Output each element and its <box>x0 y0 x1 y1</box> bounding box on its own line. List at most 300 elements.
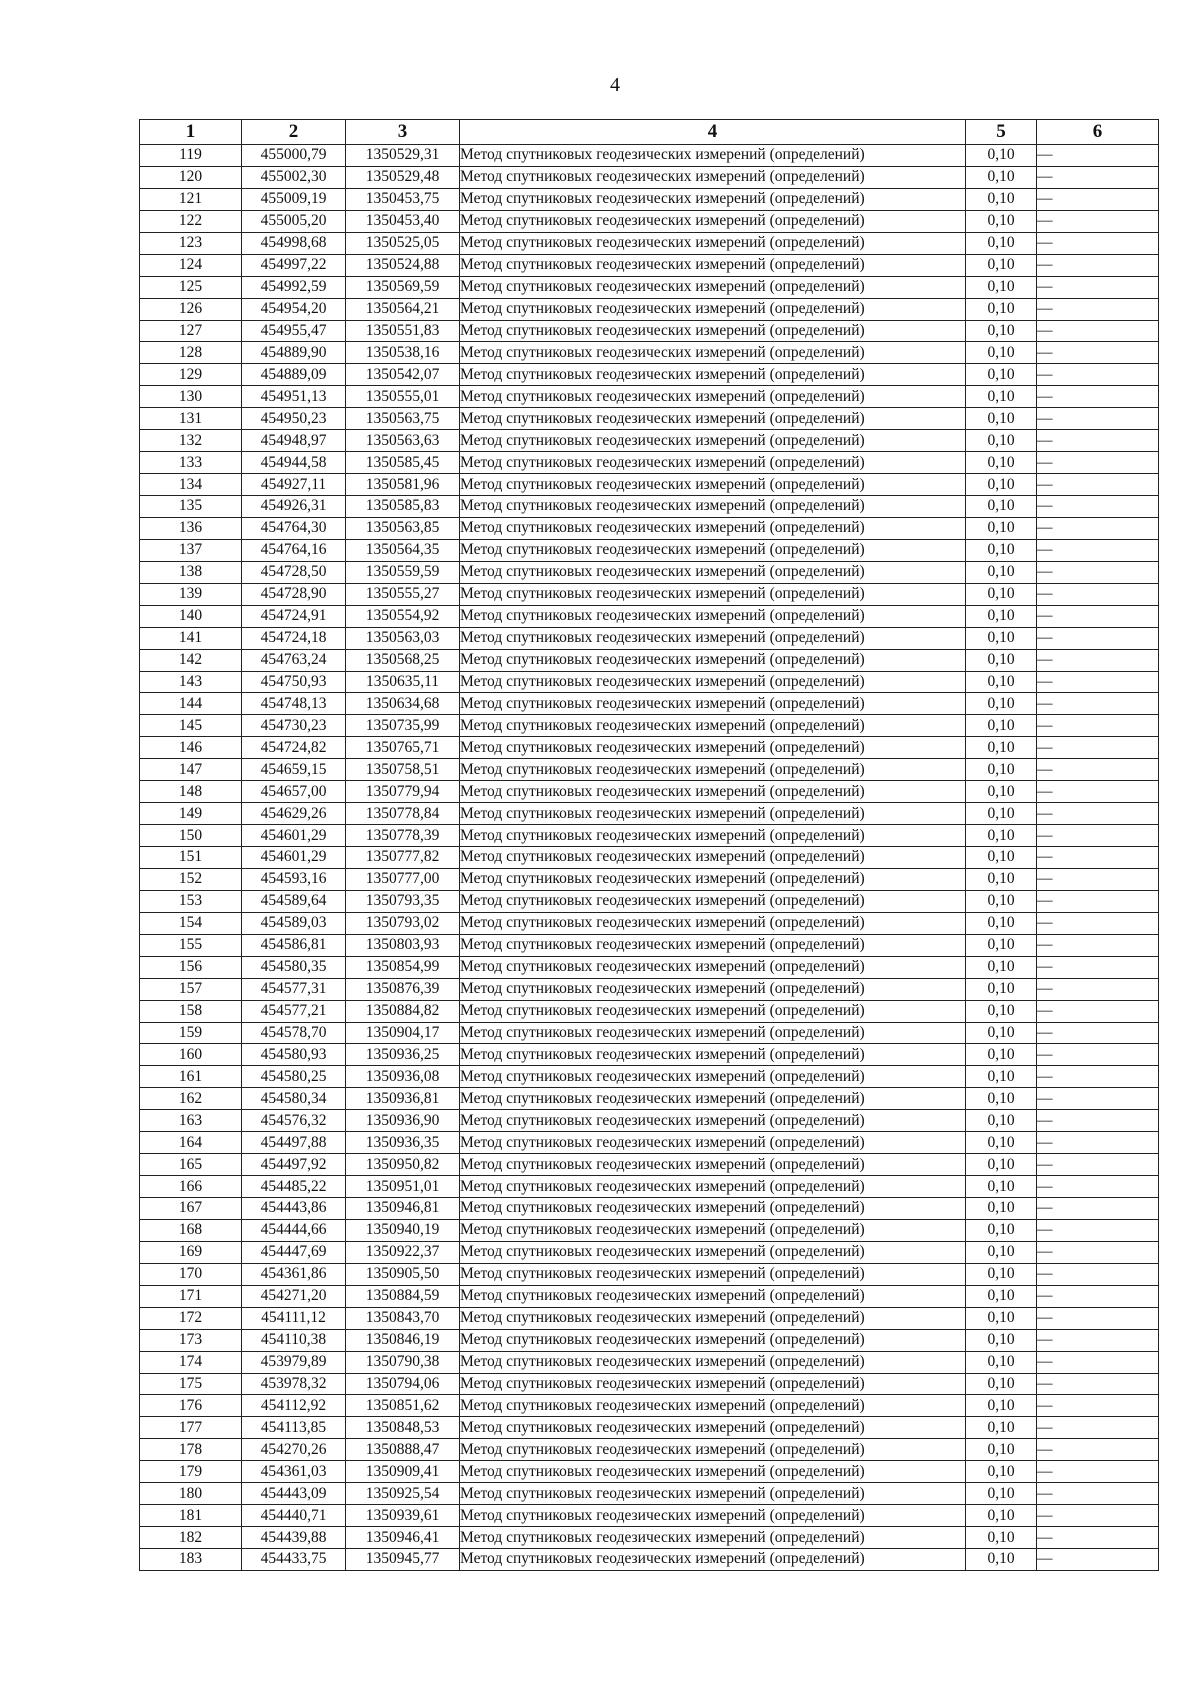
method-cell: Метод спутниковых геодезических измерений (определений) <box>460 1373 966 1395</box>
table-row <box>140 759 1159 781</box>
description-cell: — <box>1037 956 1159 978</box>
point-number-cell: 127 <box>140 320 242 342</box>
y-coordinate-cell: 1350946,41 <box>346 1527 460 1549</box>
point-number-cell: 132 <box>140 430 242 452</box>
y-coordinate-cell: 1350884,59 <box>346 1285 460 1307</box>
description-cell: — <box>1037 1110 1159 1132</box>
table-row <box>140 1044 1159 1066</box>
table-row <box>140 1088 1159 1110</box>
method-cell: Метод спутниковых геодезических измерений (определений) <box>460 254 966 276</box>
accuracy-cell: 0,10 <box>966 408 1037 430</box>
point-number-cell: 139 <box>140 583 242 605</box>
table-row <box>140 210 1159 232</box>
method-cell: Метод спутниковых геодезических измерений (определений) <box>460 890 966 912</box>
table-row <box>140 517 1159 539</box>
table-row <box>140 166 1159 188</box>
accuracy-cell: 0,10 <box>966 737 1037 759</box>
accuracy-cell: 0,10 <box>966 1285 1037 1307</box>
x-coordinate-cell: 454950,23 <box>242 408 346 430</box>
accuracy-cell: 0,10 <box>966 430 1037 452</box>
method-cell: Метод спутниковых геодезических измерений (определений) <box>460 210 966 232</box>
table-row <box>140 1527 1159 1549</box>
accuracy-cell: 0,10 <box>966 868 1037 890</box>
point-number-cell: 162 <box>140 1088 242 1110</box>
method-cell: Метод спутниковых геодезических измерений (определений) <box>460 1461 966 1483</box>
accuracy-cell: 0,10 <box>966 1088 1037 1110</box>
y-coordinate-cell: 1350945,77 <box>346 1549 460 1571</box>
description-cell: — <box>1037 1527 1159 1549</box>
table-row <box>140 605 1159 627</box>
x-coordinate-cell: 454724,18 <box>242 627 346 649</box>
accuracy-cell: 0,10 <box>966 1132 1037 1154</box>
point-number-cell: 175 <box>140 1373 242 1395</box>
accuracy-cell: 0,10 <box>966 1417 1037 1439</box>
point-number-cell: 133 <box>140 452 242 474</box>
method-cell: Метод спутниковых геодезических измерений (определений) <box>460 1241 966 1263</box>
y-coordinate-cell: 1350936,81 <box>346 1088 460 1110</box>
method-cell: Метод спутниковых геодезических измерений (определений) <box>460 1219 966 1241</box>
method-cell: Метод спутниковых геодезических измерений (определений) <box>460 408 966 430</box>
table-body <box>140 145 1159 1571</box>
description-cell: — <box>1037 1351 1159 1373</box>
description-cell: — <box>1037 386 1159 408</box>
method-cell: Метод спутниковых геодезических измерений (определений) <box>460 1263 966 1285</box>
x-coordinate-cell: 454728,90 <box>242 583 346 605</box>
method-cell: Метод спутниковых геодезических измерений (определений) <box>460 188 966 210</box>
x-coordinate-cell: 454110,38 <box>242 1329 346 1351</box>
y-coordinate-cell: 1350563,85 <box>346 517 460 539</box>
method-cell: Метод спутниковых геодезических измерений (определений) <box>460 1285 966 1307</box>
table-row <box>140 254 1159 276</box>
method-cell: Метод спутниковых геодезических измерений (определений) <box>460 1439 966 1461</box>
method-cell: Метод спутниковых геодезических измерений (определений) <box>460 1044 966 1066</box>
table-row <box>140 1549 1159 1571</box>
point-number-cell: 129 <box>140 364 242 386</box>
method-cell: Метод спутниковых геодезических измерений (определений) <box>460 1307 966 1329</box>
point-number-cell: 146 <box>140 737 242 759</box>
description-cell: — <box>1037 145 1159 167</box>
point-number-cell: 155 <box>140 934 242 956</box>
description-cell: — <box>1037 561 1159 583</box>
method-cell: Метод спутниковых геодезических измерений (определений) <box>460 517 966 539</box>
header-col-4: 4 <box>460 120 966 145</box>
accuracy-cell: 0,10 <box>966 1066 1037 1088</box>
accuracy-cell: 0,10 <box>966 145 1037 167</box>
description-cell: — <box>1037 1132 1159 1154</box>
accuracy-cell: 0,10 <box>966 188 1037 210</box>
table-row <box>140 627 1159 649</box>
table-row <box>140 1176 1159 1198</box>
method-cell: Метод спутниковых геодезических измерений (определений) <box>460 145 966 167</box>
description-cell: — <box>1037 408 1159 430</box>
y-coordinate-cell: 1350635,11 <box>346 671 460 693</box>
description-cell: — <box>1037 1154 1159 1176</box>
point-number-cell: 135 <box>140 496 242 518</box>
accuracy-cell: 0,10 <box>966 298 1037 320</box>
y-coordinate-cell: 1350529,31 <box>346 145 460 167</box>
description-cell: — <box>1037 1373 1159 1395</box>
y-coordinate-cell: 1350778,84 <box>346 803 460 825</box>
table-row <box>140 561 1159 583</box>
y-coordinate-cell: 1350555,27 <box>346 583 460 605</box>
accuracy-cell: 0,10 <box>966 1307 1037 1329</box>
accuracy-cell: 0,10 <box>966 1263 1037 1285</box>
point-number-cell: 177 <box>140 1417 242 1439</box>
point-number-cell: 153 <box>140 890 242 912</box>
method-cell: Метод спутниковых геодезических измерений (определений) <box>460 956 966 978</box>
x-coordinate-cell: 454944,58 <box>242 452 346 474</box>
x-coordinate-cell: 454998,68 <box>242 232 346 254</box>
description-cell: — <box>1037 517 1159 539</box>
point-number-cell: 178 <box>140 1439 242 1461</box>
point-number-cell: 161 <box>140 1066 242 1088</box>
point-number-cell: 126 <box>140 298 242 320</box>
coordinates-table <box>139 119 1159 1571</box>
x-coordinate-cell: 454724,82 <box>242 737 346 759</box>
method-cell: Метод спутниковых геодезических измерений (определений) <box>460 803 966 825</box>
description-cell: — <box>1037 825 1159 847</box>
x-coordinate-cell: 454443,09 <box>242 1483 346 1505</box>
point-number-cell: 123 <box>140 232 242 254</box>
table-row <box>140 693 1159 715</box>
accuracy-cell: 0,10 <box>966 1000 1037 1022</box>
accuracy-cell: 0,10 <box>966 759 1037 781</box>
table-row <box>140 1110 1159 1132</box>
x-coordinate-cell: 454951,13 <box>242 386 346 408</box>
x-coordinate-cell: 454992,59 <box>242 276 346 298</box>
description-cell: — <box>1037 539 1159 561</box>
point-number-cell: 148 <box>140 781 242 803</box>
y-coordinate-cell: 1350940,19 <box>346 1219 460 1241</box>
y-coordinate-cell: 1350568,25 <box>346 649 460 671</box>
x-coordinate-cell: 454112,92 <box>242 1395 346 1417</box>
y-coordinate-cell: 1350922,37 <box>346 1241 460 1263</box>
y-coordinate-cell: 1350939,61 <box>346 1505 460 1527</box>
y-coordinate-cell: 1350634,68 <box>346 693 460 715</box>
y-coordinate-cell: 1350525,05 <box>346 232 460 254</box>
table-row <box>140 430 1159 452</box>
table-row <box>140 1505 1159 1527</box>
description-cell: — <box>1037 298 1159 320</box>
x-coordinate-cell: 454724,91 <box>242 605 346 627</box>
table-row <box>140 1351 1159 1373</box>
y-coordinate-cell: 1350790,38 <box>346 1351 460 1373</box>
x-coordinate-cell: 454728,50 <box>242 561 346 583</box>
description-cell: — <box>1037 1461 1159 1483</box>
table-row <box>140 276 1159 298</box>
table-row <box>140 1285 1159 1307</box>
x-coordinate-cell: 454748,13 <box>242 693 346 715</box>
header-col-1: 1 <box>140 120 242 145</box>
accuracy-cell: 0,10 <box>966 276 1037 298</box>
method-cell: Метод спутниковых геодезических измерений (определений) <box>460 539 966 561</box>
description-cell: — <box>1037 1439 1159 1461</box>
point-number-cell: 120 <box>140 166 242 188</box>
table-row <box>140 1066 1159 1088</box>
description-cell: — <box>1037 583 1159 605</box>
accuracy-cell: 0,10 <box>966 1022 1037 1044</box>
x-coordinate-cell: 454730,23 <box>242 715 346 737</box>
table-row <box>140 956 1159 978</box>
description-cell: — <box>1037 912 1159 934</box>
point-number-cell: 122 <box>140 210 242 232</box>
x-coordinate-cell: 454955,47 <box>242 320 346 342</box>
accuracy-cell: 0,10 <box>966 1198 1037 1220</box>
table-row <box>140 781 1159 803</box>
description-cell: — <box>1037 320 1159 342</box>
description-cell: — <box>1037 1044 1159 1066</box>
point-number-cell: 142 <box>140 649 242 671</box>
accuracy-cell: 0,10 <box>966 517 1037 539</box>
accuracy-cell: 0,10 <box>966 496 1037 518</box>
method-cell: Метод спутниковых геодезических измерений (определений) <box>460 430 966 452</box>
method-cell: Метод спутниковых геодезических измерений (определений) <box>460 1066 966 1088</box>
x-coordinate-cell: 454578,70 <box>242 1022 346 1044</box>
x-coordinate-cell: 454750,93 <box>242 671 346 693</box>
table-row <box>140 1022 1159 1044</box>
point-number-cell: 171 <box>140 1285 242 1307</box>
y-coordinate-cell: 1350585,45 <box>346 452 460 474</box>
y-coordinate-cell: 1350793,02 <box>346 912 460 934</box>
accuracy-cell: 0,10 <box>966 342 1037 364</box>
x-coordinate-cell: 454485,22 <box>242 1176 346 1198</box>
x-coordinate-cell: 454889,90 <box>242 342 346 364</box>
description-cell: — <box>1037 342 1159 364</box>
point-number-cell: 154 <box>140 912 242 934</box>
table-row <box>140 1417 1159 1439</box>
accuracy-cell: 0,10 <box>966 1549 1037 1571</box>
description-cell: — <box>1037 759 1159 781</box>
x-coordinate-cell: 454270,26 <box>242 1439 346 1461</box>
y-coordinate-cell: 1350551,83 <box>346 320 460 342</box>
point-number-cell: 128 <box>140 342 242 364</box>
method-cell: Метод спутниковых геодезических измерений (определений) <box>460 386 966 408</box>
y-coordinate-cell: 1350905,50 <box>346 1263 460 1285</box>
x-coordinate-cell: 454497,88 <box>242 1132 346 1154</box>
point-number-cell: 119 <box>140 145 242 167</box>
table-row <box>140 671 1159 693</box>
table-row <box>140 188 1159 210</box>
y-coordinate-cell: 1350803,93 <box>346 934 460 956</box>
point-number-cell: 144 <box>140 693 242 715</box>
description-cell: — <box>1037 627 1159 649</box>
table-row <box>140 408 1159 430</box>
accuracy-cell: 0,10 <box>966 693 1037 715</box>
accuracy-cell: 0,10 <box>966 1176 1037 1198</box>
description-cell: — <box>1037 1000 1159 1022</box>
description-cell: — <box>1037 847 1159 869</box>
header-col-5: 5 <box>966 120 1037 145</box>
description-cell: — <box>1037 1263 1159 1285</box>
point-number-cell: 149 <box>140 803 242 825</box>
table-row <box>140 1483 1159 1505</box>
accuracy-cell: 0,10 <box>966 715 1037 737</box>
accuracy-cell: 0,10 <box>966 781 1037 803</box>
accuracy-cell: 0,10 <box>966 210 1037 232</box>
accuracy-cell: 0,10 <box>966 1329 1037 1351</box>
description-cell: — <box>1037 1417 1159 1439</box>
y-coordinate-cell: 1350563,03 <box>346 627 460 649</box>
y-coordinate-cell: 1350555,01 <box>346 386 460 408</box>
x-coordinate-cell: 454577,31 <box>242 978 346 1000</box>
y-coordinate-cell: 1350564,21 <box>346 298 460 320</box>
header-col-3: 3 <box>346 120 460 145</box>
y-coordinate-cell: 1350542,07 <box>346 364 460 386</box>
table-row <box>140 1219 1159 1241</box>
accuracy-cell: 0,10 <box>966 232 1037 254</box>
x-coordinate-cell: 454659,15 <box>242 759 346 781</box>
description-cell: — <box>1037 1219 1159 1241</box>
accuracy-cell: 0,10 <box>966 912 1037 934</box>
method-cell: Метод спутниковых геодезических измерений (определений) <box>460 1417 966 1439</box>
y-coordinate-cell: 1350554,92 <box>346 605 460 627</box>
method-cell: Метод спутниковых геодезических измерений (определений) <box>460 978 966 1000</box>
description-cell: — <box>1037 452 1159 474</box>
table-row <box>140 978 1159 1000</box>
x-coordinate-cell: 455009,19 <box>242 188 346 210</box>
x-coordinate-cell: 455002,30 <box>242 166 346 188</box>
point-number-cell: 121 <box>140 188 242 210</box>
point-number-cell: 134 <box>140 474 242 496</box>
accuracy-cell: 0,10 <box>966 1505 1037 1527</box>
x-coordinate-cell: 454439,88 <box>242 1527 346 1549</box>
method-cell: Метод спутниковых геодезических измерений (определений) <box>460 693 966 715</box>
accuracy-cell: 0,10 <box>966 583 1037 605</box>
y-coordinate-cell: 1350777,00 <box>346 868 460 890</box>
table-row <box>140 583 1159 605</box>
accuracy-cell: 0,10 <box>966 934 1037 956</box>
table-row <box>140 715 1159 737</box>
x-coordinate-cell: 454361,03 <box>242 1461 346 1483</box>
method-cell: Метод спутниковых геодезических измерений (определений) <box>460 320 966 342</box>
point-number-cell: 170 <box>140 1263 242 1285</box>
description-cell: — <box>1037 781 1159 803</box>
description-cell: — <box>1037 188 1159 210</box>
accuracy-cell: 0,10 <box>966 1527 1037 1549</box>
point-number-cell: 163 <box>140 1110 242 1132</box>
y-coordinate-cell: 1350453,40 <box>346 210 460 232</box>
point-number-cell: 160 <box>140 1044 242 1066</box>
x-coordinate-cell: 454580,93 <box>242 1044 346 1066</box>
x-coordinate-cell: 454764,30 <box>242 517 346 539</box>
accuracy-cell: 0,10 <box>966 1351 1037 1373</box>
y-coordinate-cell: 1350876,39 <box>346 978 460 1000</box>
point-number-cell: 141 <box>140 627 242 649</box>
point-number-cell: 147 <box>140 759 242 781</box>
y-coordinate-cell: 1350564,35 <box>346 539 460 561</box>
description-cell: — <box>1037 1505 1159 1527</box>
method-cell: Метод спутниковых геодезических измерений (определений) <box>460 671 966 693</box>
y-coordinate-cell: 1350524,88 <box>346 254 460 276</box>
table-row <box>140 1461 1159 1483</box>
point-number-cell: 179 <box>140 1461 242 1483</box>
method-cell: Метод спутниковых геодезических измерений (определений) <box>460 166 966 188</box>
x-coordinate-cell: 454586,81 <box>242 934 346 956</box>
y-coordinate-cell: 1350793,35 <box>346 890 460 912</box>
description-cell: — <box>1037 934 1159 956</box>
point-number-cell: 169 <box>140 1241 242 1263</box>
table-row <box>140 1329 1159 1351</box>
x-coordinate-cell: 454589,03 <box>242 912 346 934</box>
x-coordinate-cell: 454580,25 <box>242 1066 346 1088</box>
x-coordinate-cell: 453979,89 <box>242 1351 346 1373</box>
point-number-cell: 124 <box>140 254 242 276</box>
table-row <box>140 1439 1159 1461</box>
x-coordinate-cell: 454764,16 <box>242 539 346 561</box>
point-number-cell: 167 <box>140 1198 242 1220</box>
point-number-cell: 159 <box>140 1022 242 1044</box>
y-coordinate-cell: 1350925,54 <box>346 1483 460 1505</box>
header-col-2: 2 <box>242 120 346 145</box>
x-coordinate-cell: 454763,24 <box>242 649 346 671</box>
point-number-cell: 172 <box>140 1307 242 1329</box>
y-coordinate-cell: 1350569,59 <box>346 276 460 298</box>
x-coordinate-cell: 454576,32 <box>242 1110 346 1132</box>
description-cell: — <box>1037 276 1159 298</box>
method-cell: Метод спутниковых геодезических измерений (определений) <box>460 496 966 518</box>
description-cell: — <box>1037 364 1159 386</box>
y-coordinate-cell: 1350778,39 <box>346 825 460 847</box>
x-coordinate-cell: 454111,12 <box>242 1307 346 1329</box>
x-coordinate-cell: 454271,20 <box>242 1285 346 1307</box>
method-cell: Метод спутниковых геодезических измерений (определений) <box>460 1198 966 1220</box>
table-row <box>140 934 1159 956</box>
method-cell: Метод спутниковых геодезических измерений (определений) <box>460 1110 966 1132</box>
x-coordinate-cell: 455005,20 <box>242 210 346 232</box>
y-coordinate-cell: 1350936,08 <box>346 1066 460 1088</box>
table-row <box>140 737 1159 759</box>
table-row <box>140 1263 1159 1285</box>
header-row <box>140 120 1159 145</box>
method-cell: Метод спутниковых геодезических измерений (определений) <box>460 1395 966 1417</box>
accuracy-cell: 0,10 <box>966 386 1037 408</box>
y-coordinate-cell: 1350559,59 <box>346 561 460 583</box>
y-coordinate-cell: 1350946,81 <box>346 1198 460 1220</box>
accuracy-cell: 0,10 <box>966 1373 1037 1395</box>
accuracy-cell: 0,10 <box>966 1110 1037 1132</box>
page-number: 4 <box>610 74 620 96</box>
y-coordinate-cell: 1350777,82 <box>346 847 460 869</box>
y-coordinate-cell: 1350851,62 <box>346 1395 460 1417</box>
table-row <box>140 320 1159 342</box>
x-coordinate-cell: 455000,79 <box>242 145 346 167</box>
description-cell: — <box>1037 1022 1159 1044</box>
point-number-cell: 173 <box>140 1329 242 1351</box>
point-number-cell: 136 <box>140 517 242 539</box>
y-coordinate-cell: 1350735,99 <box>346 715 460 737</box>
y-coordinate-cell: 1350950,82 <box>346 1154 460 1176</box>
description-cell: — <box>1037 232 1159 254</box>
description-cell: — <box>1037 868 1159 890</box>
x-coordinate-cell: 454926,31 <box>242 496 346 518</box>
method-cell: Метод спутниковых геодезических измерений (определений) <box>460 715 966 737</box>
accuracy-cell: 0,10 <box>966 803 1037 825</box>
y-coordinate-cell: 1350843,70 <box>346 1307 460 1329</box>
accuracy-cell: 0,10 <box>966 890 1037 912</box>
method-cell: Метод спутниковых геодезических измерений (определений) <box>460 298 966 320</box>
table-row <box>140 1198 1159 1220</box>
description-cell: — <box>1037 1241 1159 1263</box>
point-number-cell: 166 <box>140 1176 242 1198</box>
description-cell: — <box>1037 210 1159 232</box>
method-cell: Метод спутниковых геодезических измерений (определений) <box>460 474 966 496</box>
y-coordinate-cell: 1350765,71 <box>346 737 460 759</box>
table-row <box>140 496 1159 518</box>
table-row <box>140 1395 1159 1417</box>
accuracy-cell: 0,10 <box>966 1241 1037 1263</box>
point-number-cell: 176 <box>140 1395 242 1417</box>
x-coordinate-cell: 454440,71 <box>242 1505 346 1527</box>
